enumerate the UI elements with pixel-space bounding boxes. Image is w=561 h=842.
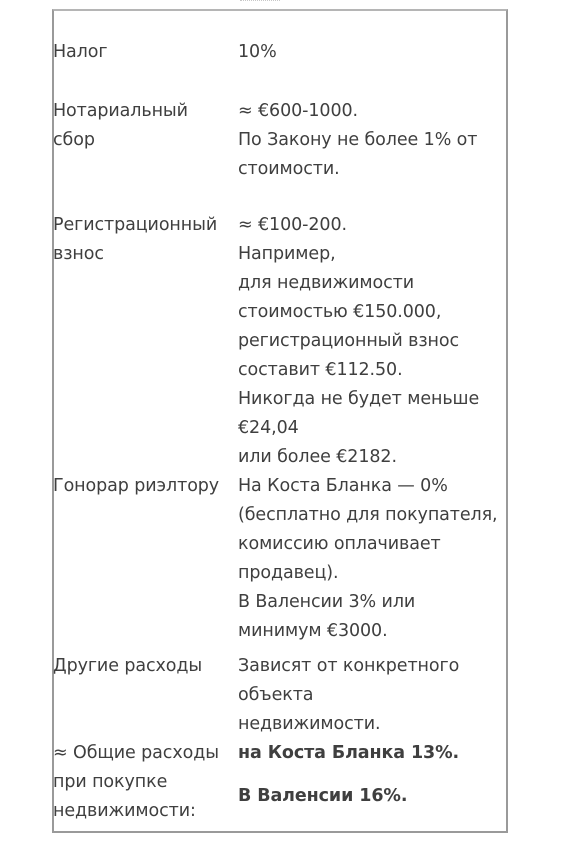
row-value-registration-fee: ≈ €100-200. Например, для недвижимости стоимостью €150.000, регистрационный взнос составит €112.50. Никогда не будет меньше €24,04 или более €2182. xyxy=(238,215,480,467)
row-value-notary-fee: ≈ €600-1000. По Закону не более 1% от стоимости. xyxy=(238,101,478,179)
row-value-total-costs-valencia: В Валенсии 16%. xyxy=(238,786,408,806)
row-label-total-costs: ≈ Общие расходы при покупке недвижимости: xyxy=(53,743,219,821)
row-value-tax: 10% xyxy=(238,42,277,62)
frame-top-edge xyxy=(240,0,280,5)
row-label-realtor-fee: Гонорар риэлтору xyxy=(53,476,220,496)
row-value-other-costs: Зависят от конкретного объекта недвижимости. xyxy=(238,656,460,734)
row-label-other-costs: Другие расходы xyxy=(53,656,203,676)
row-label-registration-fee: Регистрационный взнос xyxy=(53,215,218,264)
row-label-tax: Налог xyxy=(53,42,108,62)
row-label-notary-fee: Нотариальный сбор xyxy=(53,101,188,150)
row-value-total-costs-costa-blanca: на Коста Бланка 13%. xyxy=(238,743,460,763)
row-value-realtor-fee: На Коста Бланка — 0% (бесплатно для покупателя, комиссию оплачивает продавец). В Валенсии 3% или минимум €3000. xyxy=(238,476,498,641)
